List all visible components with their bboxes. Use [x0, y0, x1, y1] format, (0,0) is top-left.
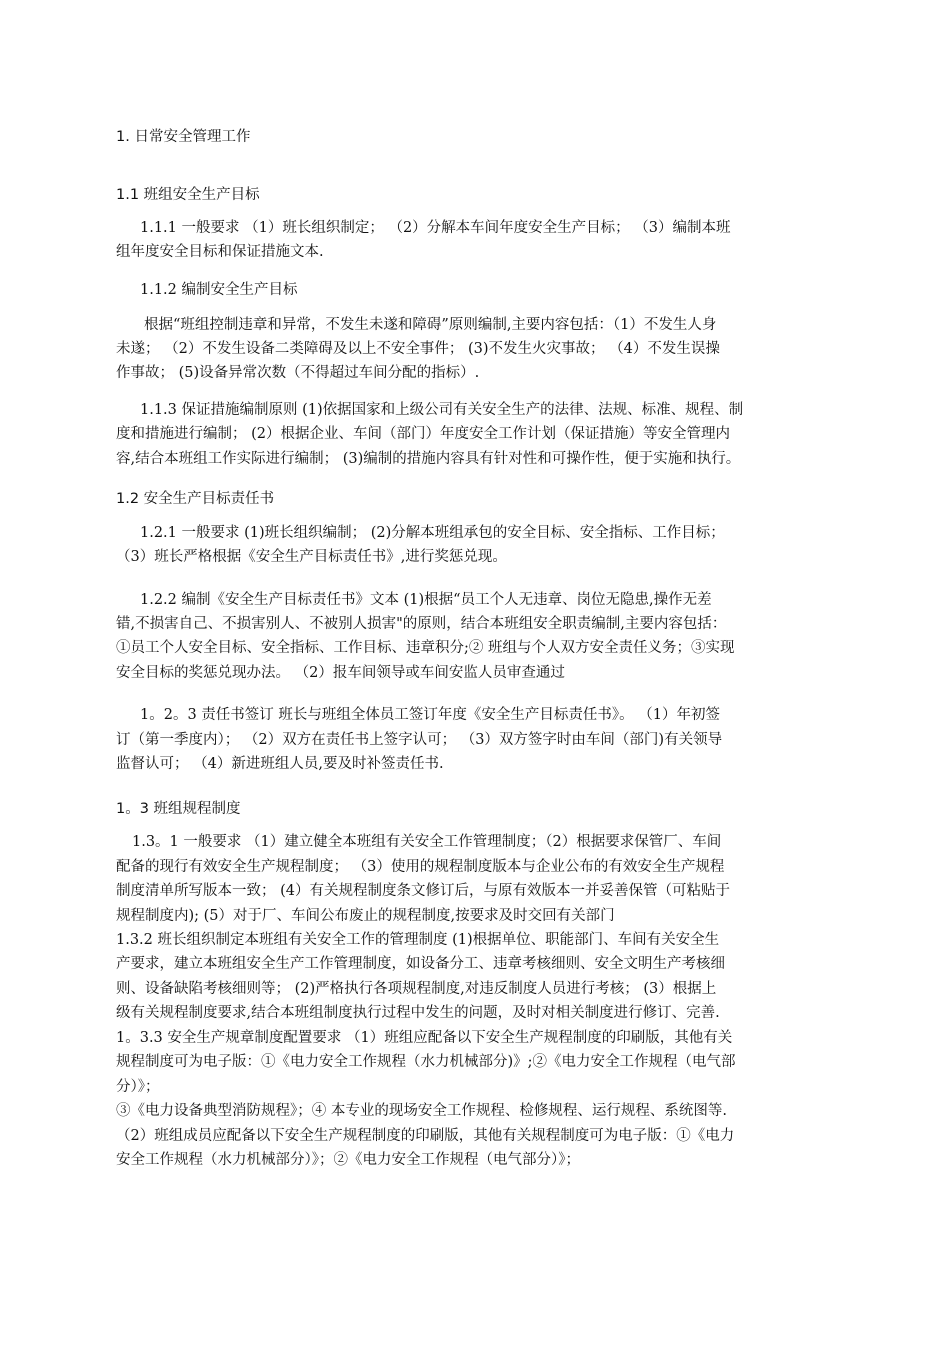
paragraph-line: （3）班长严格根据《安全生产目标责任书》,进行奖惩兑现。 [116, 549, 507, 565]
paragraph-line: 规程制度可为电子版：①《电力安全工作规程（水力机械部分)》;②《电力安全工作规程（电气部 [116, 1054, 736, 1070]
paragraph-line: ①员工个人安全目标、安全指标、工作目标、违章积分;② 班组与个人双方安全责任义务；③实现 [116, 640, 735, 656]
paragraph-line: 安全工作规程（水力机械部分）》；②《电力安全工作规程（电气部分）》； [116, 1152, 580, 1168]
heading-1-1: 1.1 班组安全生产目标 [116, 187, 260, 203]
paragraph-line: （2）班组成员应配备以下安全生产规程制度的印刷版，其他有关规程制度可为电子版：①《电力 [116, 1128, 735, 1144]
paragraph-line: 分）》； [116, 1079, 160, 1095]
paragraph-line: 未遂； （2）不发生设备二类障碍及以上不安全事件； (3)不发生火灾事故； （4）不发生误操 [116, 341, 720, 357]
paragraph-line: 错,不损害自己、不损害别人、不被别人损害"的原则，结合本班组安全职责编制,主要内容包括： [116, 616, 727, 632]
paragraph-line: 1.1.3 保证措施编制原则 (1)依据国家和上级公司有关安全生产的法律、法规、标准、规程、制 [140, 402, 744, 418]
paragraph-line: 1.3.2 班长组织制定本班组有关安全工作的管理制度 (1)根据单位、职能部门、车间有关安全生 [116, 932, 720, 948]
paragraph-line: 1.2.2 编制《安全生产目标责任书》文本 (1)根据“员工个人无违章、岗位无隐患,操作无差 [140, 592, 712, 608]
paragraph-line: 组年度安全目标和保证措施文本. [116, 244, 324, 260]
paragraph-line: 作事故； (5)设备异常次数（不得超过车间分配的指标）. [116, 365, 480, 381]
paragraph-line: 1.1.1 一般要求 （1）班长组织制定； （2）分解本车间年度安全生产目标； （3）编制本班 [140, 220, 731, 236]
paragraph-line: 1。3.3 安全生产规章制度配置要求 （1）班组应配备以下安全生产规程制度的印刷版，其他有关 [116, 1030, 733, 1046]
paragraph-line: 度和措施进行编制； (2）根据企业、车间（部门）年度安全工作计划（保证措施）等安全管理内 [116, 426, 730, 442]
paragraph-line: 1。2。3 责任书签订 班长与班组全体员工签订年度《安全生产目标责任书》。 （1）年初签 [140, 707, 720, 723]
paragraph-line: 订（第一季度内）； （2）双方在责任书上签字认可； （3）双方签字时由车间（部门)有关领导 [116, 732, 723, 748]
paragraph-line: 安全目标的奖惩兑现办法。 （2）报车间领导或车间安监人员审查通过 [116, 665, 565, 681]
paragraph-line: 则、设备缺陷考核细则等； (2)严格执行各项规程制度,对违反制度人员进行考核； (3）根据上 [116, 981, 717, 997]
paragraph-line: 规程制度内); (5）对于厂、车间公布废止的规程制度,按要求及时交回有关部门 [116, 908, 615, 924]
paragraph-line: 产要求，建立本班组安全生产工作管理制度，如设备分工、违章考核细则、安全文明生产考核细 [116, 956, 725, 972]
paragraph-line: 配备的现行有效安全生产规程制度； （3）使用的规程制度版本与企业公布的有效安全生产规程 [116, 859, 725, 875]
heading-1-3: 1。3 班组规程制度 [116, 801, 241, 817]
paragraph-line: 1.1.2 编制安全生产目标 [140, 282, 298, 298]
paragraph-line: 制度清单所写版本一致； (4）有关规程制度条文修订后，与原有效版本一并妥善保管（可粘贴于 [116, 883, 730, 899]
paragraph-line: 级有关规程制度要求,结合本班组制度执行过程中发生的问题，及时对相关制度进行修订、完善. [116, 1005, 720, 1021]
paragraph-line: 根据“班组控制违章和异常，不发生未遂和障碍”原则编制,主要内容包括：（1）不发生人身 [144, 317, 717, 333]
paragraph-line: 1.3。1 一般要求 （1）建立健全本班组有关安全工作管理制度；（2）根据要求保管厂、车间 [132, 834, 722, 850]
paragraph-line: ③《电力设备典型消防规程》；④ 本专业的现场安全工作规程、检修规程、运行规程、系统图等. [116, 1103, 727, 1119]
heading-1-2: 1.2 安全生产目标责任书 [116, 491, 275, 507]
paragraph-line: 容,结合本班组工作实际进行编制； (3)编制的措施内容具有针对性和可操作性，便于实施和执行。 [116, 451, 741, 467]
heading-1: 1. 日常安全管理工作 [116, 129, 251, 145]
paragraph-line: 1.2.1 一般要求 (1)班长组织编制； (2)分解本班组承包的安全目标、安全指标、工作目标； [140, 525, 725, 541]
paragraph-line: 监督认可； （4）新进班组人员,要及时补签责任书. [116, 756, 444, 772]
